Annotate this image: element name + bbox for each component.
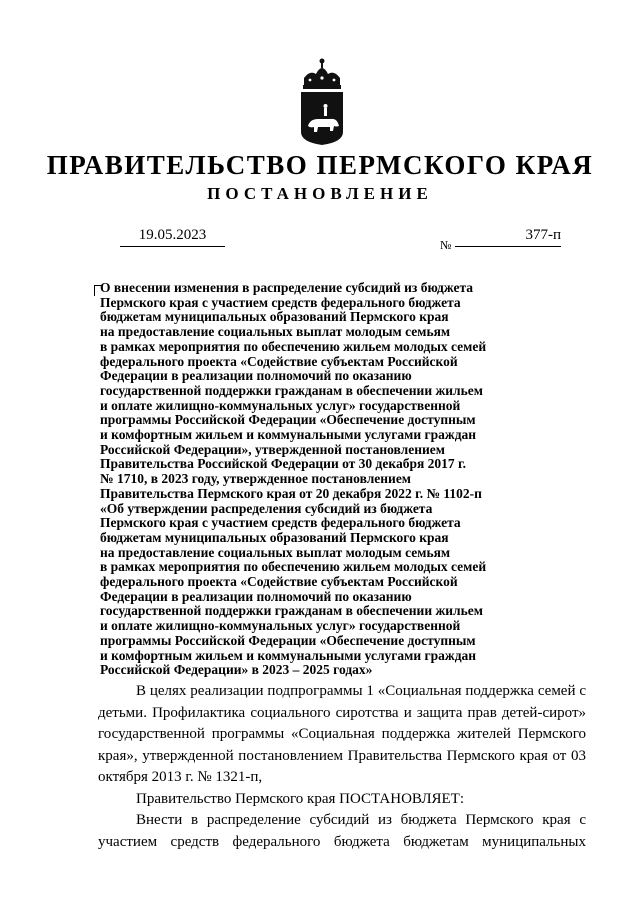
shield-icon bbox=[301, 92, 343, 145]
coat-of-arms-icon bbox=[296, 56, 348, 146]
subject-line: и комфортным жильем и коммунальными услугами граждан bbox=[100, 647, 477, 663]
subject-line: Российской Федерации», утвержденной постановлением bbox=[100, 441, 445, 457]
subject-line: и комфортным жильем и коммунальными услугами граждан bbox=[100, 427, 477, 443]
government-title: ПРАВИТЕЛЬСТВО ПЕРМСКОГО КРАЯ bbox=[46, 150, 594, 180]
subject-line: федерального проекта «Содействие субъектам Российской bbox=[100, 574, 458, 590]
subject-line: и оплате жилищно-коммунальных услуг» государственной bbox=[100, 397, 461, 413]
subject-line: Правительства Пермского края от 20 декабря 2022 г. № 1102-п bbox=[100, 485, 482, 501]
subject-line: программы Российской Федерации «Обеспечение доступным bbox=[100, 632, 476, 648]
subject-line: в рамках мероприятия по обеспечению жильем молодых семей bbox=[100, 338, 487, 354]
subject-line: программы Российской Федерации «Обеспечение доступным bbox=[100, 412, 476, 428]
subject-line: на предоставление социальных выплат молодым семьям bbox=[100, 324, 451, 340]
subject-line: федерального проекта «Содействие субъектам Российской bbox=[100, 353, 458, 369]
subject-line: Российской Федерации» в 2023 – 2025 годах» bbox=[100, 662, 373, 678]
subject-line: государственной поддержки гражданам в обеспечении жильем bbox=[100, 382, 483, 398]
body-paragraph: Внести в распределение субсидий из бюджета Пермского края с участием средств федерального бюджета бюджетам муниципальных bbox=[98, 812, 586, 850]
document-type: ПОСТАНОВЛЕНИЕ bbox=[207, 184, 433, 203]
subject-line: бюджетам муниципальных образований Пермского края bbox=[100, 529, 449, 545]
crown-icon bbox=[303, 59, 341, 90]
decree-paragraph: Правительство Пермского края ПОСТАНОВЛЯЕТ: bbox=[136, 790, 465, 807]
subject-line: Федерации в реализации полномочий по оказанию bbox=[100, 368, 412, 384]
body-text bbox=[98, 681, 586, 853]
subject-line: Пермского края с участием средств федерального бюджета bbox=[100, 294, 461, 310]
document-subject bbox=[100, 281, 540, 678]
subject-line: на предоставление социальных выплат молодым семьям bbox=[100, 544, 451, 560]
subject-line: и оплате жилищно-коммунальных услуг» государственной bbox=[100, 618, 461, 634]
subject-line: «Об утверждении распределения субсидий из бюджета bbox=[100, 500, 433, 516]
subject-line: № 1710, в 2023 году, утвержденное постановлением bbox=[100, 471, 412, 487]
subject-line: Пермского края с участием средств федерального бюджета bbox=[100, 515, 461, 531]
number-sign: № bbox=[440, 238, 452, 252]
subject-line: государственной поддержки гражданам в обеспечении жильем bbox=[100, 603, 483, 619]
body-paragraph: В целях реализации подпрограммы 1 «Социальная поддержка семей с детьми. Профилактика социального сиротства и защита прав детей-сирот» государственной программы «Социальная поддержка жителей Пермского края», утвержденной постановлением Правительства Пермского края от 03 октября 2013 г. № 1321-п, bbox=[98, 683, 586, 785]
subject-line: Федерации в реализации полномочий по оказанию bbox=[100, 588, 412, 604]
subject-line: бюджетам муниципальных образований Пермского края bbox=[100, 309, 449, 325]
document-number: 377-п bbox=[455, 227, 561, 247]
subject-line: в рамках мероприятия по обеспечению жильем молодых семей bbox=[100, 559, 487, 575]
document-date: 19.05.2023 bbox=[120, 227, 225, 247]
subject-line: О внесении изменения в распределение субсидий из бюджета bbox=[100, 280, 474, 295]
subject-line: Правительства Российской Федерации от 30 декабря 2017 г. bbox=[100, 456, 466, 472]
